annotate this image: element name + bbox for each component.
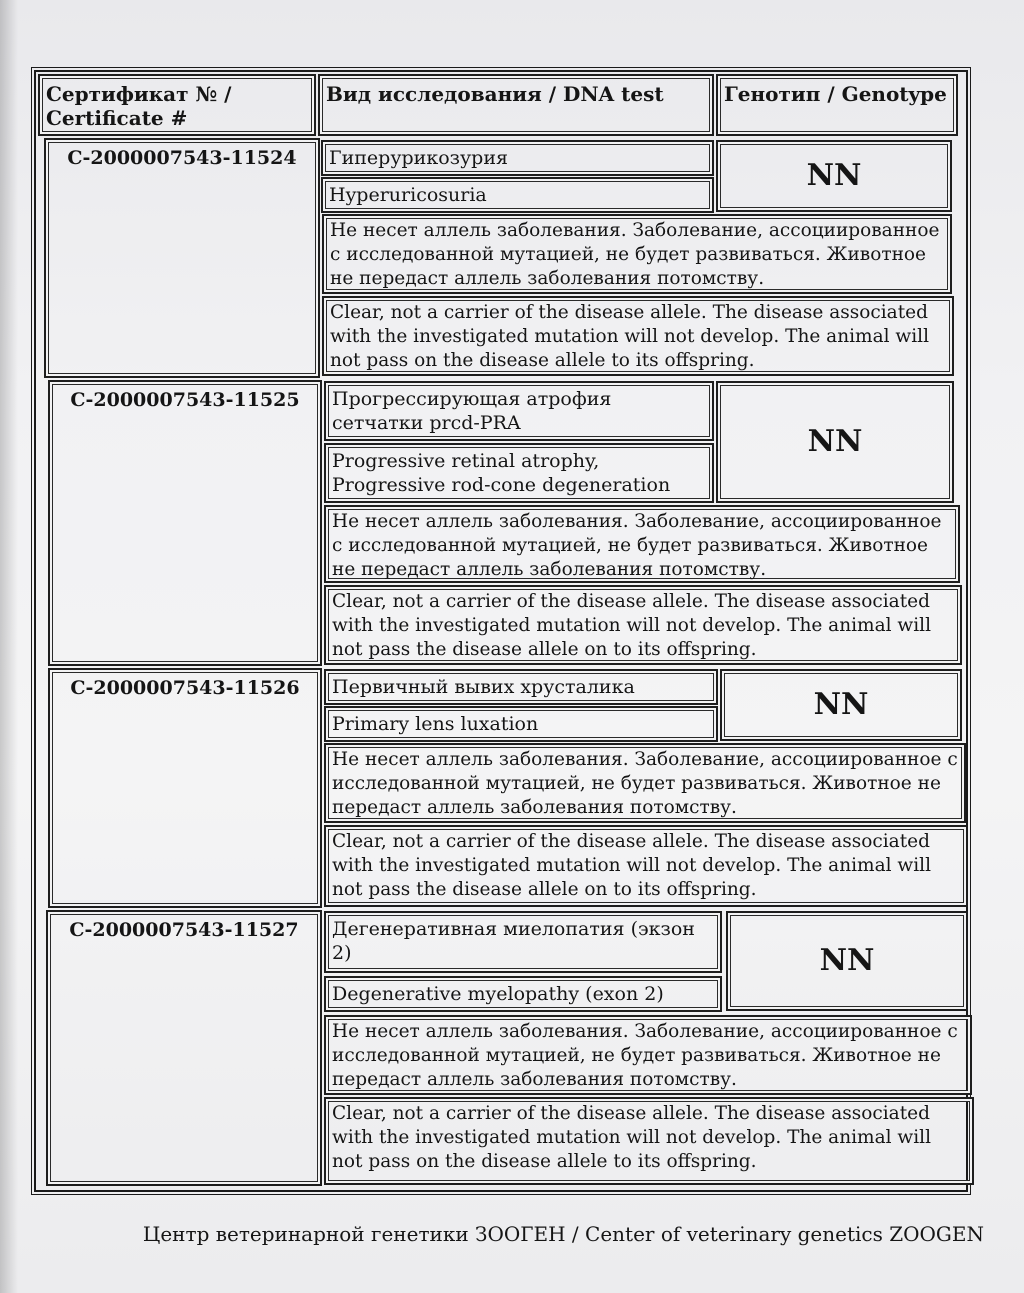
test-name-en: Progressive retinal atrophy, Progressive rod-cone degeneration — [324, 443, 714, 503]
result-description-en: Clear, not a carrier of the disease allele. The disease associated with the investigated mutation will not develop. The animal will not pass on the disease allele to its offspring. — [324, 1097, 974, 1185]
test-name-ru: Прогрессирующая атрофия сетчатки prcd-PRA — [324, 381, 714, 441]
result-description-en: Clear, not a carrier of the disease allele. The disease associated with the investigated mutation will not develop. The animal will not pass on the disease allele to its offspring. — [322, 296, 954, 376]
header-dna-test: Вид исследования / DNA test — [318, 74, 714, 136]
result-description-en: Clear, not a carrier of the disease allele. The disease associated with the investigated mutation will not develop. The animal will not pass the disease allele on to its offspring. — [324, 825, 968, 907]
genotype-value: NN — [720, 669, 962, 741]
test-name-ru: Дегенеративная миелопатия (экзон 2) — [324, 911, 722, 973]
result-description-ru: Не несет аллель заболевания. Заболевание, ассоциированное с исследованной мутацией, не будет развиваться. Животное не передаст аллель заболевания потомству. — [322, 214, 952, 294]
result-description-ru: Не несет аллель заболевания. Заболевание, ассоциированное с исследованной мутацией, не будет развиваться. Животное не передаст аллель заболевания потомству. — [324, 743, 966, 823]
genotype-value: NN — [716, 381, 954, 503]
certificate-number: C-2000007543-11524 — [44, 138, 320, 378]
result-description-ru: Не несет аллель заболевания. Заболевание, ассоциированное с исследованной мутацией, не будет развиваться. Животное не передаст аллель заболевания потомству. — [324, 505, 960, 583]
header-certificate: Сертификат № / Certificate # — [38, 74, 316, 136]
result-description-ru: Не несет аллель заболевания. Заболевание, ассоциированное с исследованной мутацией, не будет развиваться. Животное не передаст аллель заболевания потомству. — [324, 1015, 972, 1095]
test-name-en: Hyperuricosuria — [321, 177, 714, 213]
certificate-number: C-2000007543-11526 — [48, 668, 322, 908]
test-name-ru: Первичный вывих хрусталика — [324, 669, 718, 705]
page-edge-shadow — [0, 0, 18, 1293]
test-name-en: Primary lens luxation — [324, 706, 718, 742]
test-name-en: Degenerative myelopathy (exon 2) — [324, 976, 722, 1012]
certificate-number: C-2000007543-11527 — [46, 910, 322, 1186]
result-description-en: Clear, not a carrier of the disease allele. The disease associated with the investigated mutation will not develop. The animal will not pass the disease allele on to its offspring. — [324, 585, 962, 665]
genotype-value: NN — [726, 911, 968, 1011]
lab-footer: Центр ветеринарной генетики ЗООГЕН / Center of veterinary genetics ZOOGEN — [142, 1222, 984, 1246]
genotype-value: NN — [716, 140, 952, 212]
certificate-number: C-2000007543-11525 — [48, 380, 322, 666]
test-name-ru: Гиперурикозурия — [321, 140, 714, 176]
header-genotype: Генотип / Genotype — [716, 74, 958, 136]
